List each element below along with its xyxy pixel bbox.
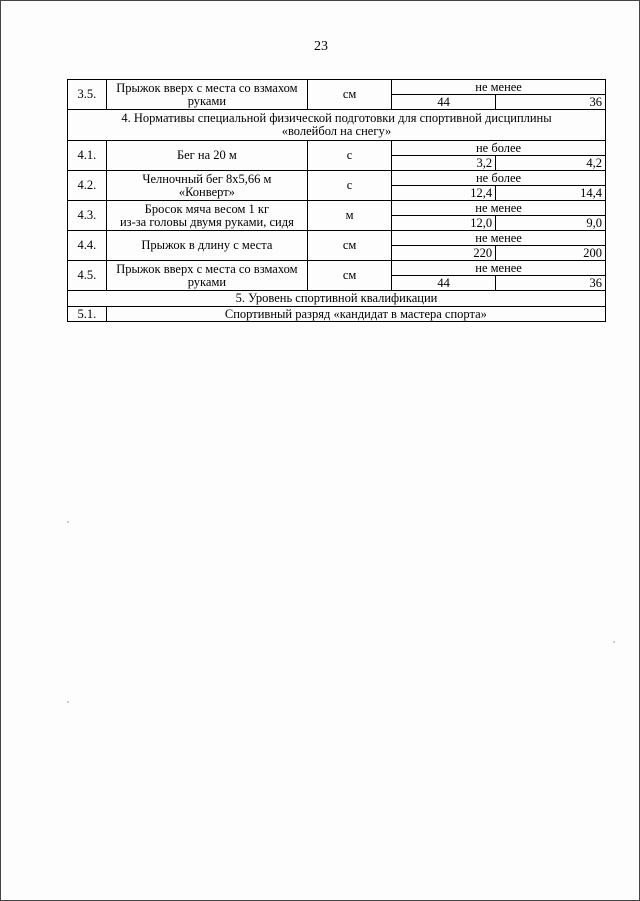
row-number: 4.5. [68, 261, 107, 291]
exercise-name-line1: Бросок мяча весом 1 кг [144, 201, 270, 216]
exercise-name-line: Прыжок вверх с места со взмахом руками [116, 80, 298, 108]
unit-cell: м [307, 201, 391, 231]
value-cell-1: 12,0 [392, 216, 496, 231]
value-cell-1: 12,4 [392, 186, 496, 201]
value-cell-1: 44 [392, 95, 496, 110]
unit-cell: с [307, 171, 391, 201]
table-row [68, 231, 606, 246]
unit-cell: см [307, 231, 391, 261]
condition-cell: не более [392, 171, 606, 186]
row-number: 4.2. [68, 171, 107, 201]
row-number: 5.1. [68, 307, 107, 322]
norms-table [67, 79, 606, 322]
exercise-name [106, 171, 307, 201]
value-cell-1: 44 [392, 276, 496, 291]
table-row [68, 307, 606, 322]
exercise-name: Прыжок в длину с места [106, 231, 307, 261]
section-heading-row [68, 110, 606, 141]
scan-speck [613, 641, 615, 643]
value-cell-2: 4,2 [496, 156, 606, 171]
exercise-name [106, 261, 307, 291]
exercise-name [106, 201, 307, 231]
exercise-name-line1: Челночный бег 8х5,66 м [142, 171, 272, 186]
row-number: 4.1. [68, 141, 107, 171]
scan-speck [67, 521, 69, 523]
exercise-name-line2: из-за головы двумя руками, сидя [119, 214, 294, 229]
condition-cell: не менее [392, 231, 606, 246]
table-row [68, 141, 606, 156]
condition-cell: не более [392, 141, 606, 156]
condition-cell: не менее [392, 261, 606, 276]
value-cell-2: 36 [496, 95, 606, 110]
section-5-heading: 5. Уровень спортивной квалификации [68, 291, 606, 307]
row-number: 4.3. [68, 201, 107, 231]
value-cell-1: 220 [392, 246, 496, 261]
exercise-name-line2: «Конверт» [178, 184, 235, 199]
exercise-name-line1: Прыжок вверх с места со взмахом [116, 261, 298, 276]
value-cell-2: 36 [496, 276, 606, 291]
condition-cell: не менее [392, 80, 606, 95]
section-4-title-line1: 4. Нормативы специальной физической подготовки для спортивной дисциплины [121, 111, 552, 125]
exercise-name-line2: руками [187, 274, 227, 289]
qualification-cell: Спортивный разряд «кандидат в мастера спорта» [106, 307, 605, 322]
section-4-title-line2: «волейбол на снегу» [281, 124, 392, 138]
unit-cell: с [307, 141, 391, 171]
unit-cell: см [307, 80, 391, 110]
exercise-name [106, 80, 307, 110]
page-number: 23 [314, 39, 328, 54]
scan-speck [67, 701, 69, 703]
value-cell-2: 9,0 [496, 216, 606, 231]
value-cell-1: 3,2 [392, 156, 496, 171]
table-row [68, 171, 606, 186]
table-row [68, 201, 606, 216]
section-heading-row [68, 291, 606, 307]
row-number: 3.5. [68, 80, 107, 110]
unit-cell: см [307, 261, 391, 291]
condition-cell: не менее [392, 201, 606, 216]
row-number: 4.4. [68, 231, 107, 261]
section-4-heading [68, 110, 606, 141]
table-row [68, 80, 606, 95]
exercise-name: Бег на 20 м [106, 141, 307, 171]
table-row [68, 261, 606, 276]
value-cell-2: 200 [496, 246, 606, 261]
value-cell-2: 14,4 [496, 186, 606, 201]
